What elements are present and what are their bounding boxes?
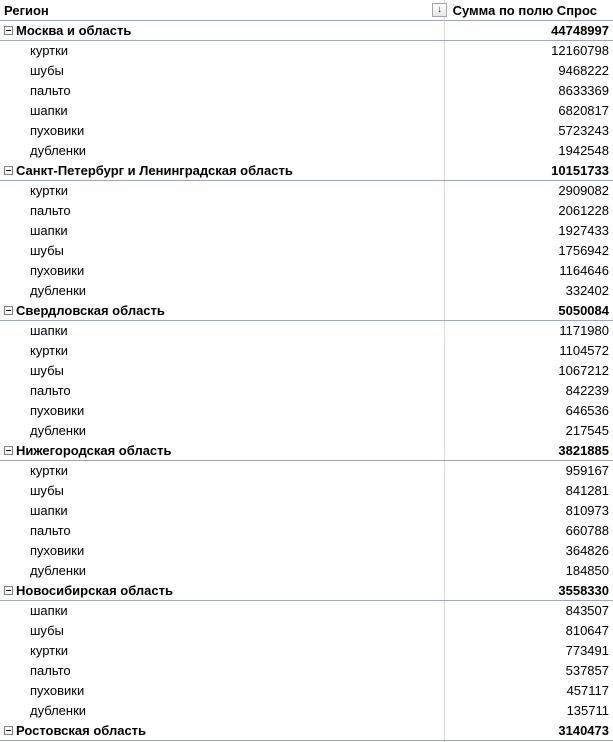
- product-name: пуховики: [30, 683, 85, 698]
- product-value: 841281: [565, 483, 609, 498]
- product-row[interactable]: [0, 321, 613, 341]
- collapse-icon[interactable]: [4, 166, 13, 175]
- region-total: 3821885: [558, 443, 609, 458]
- product-value: 842239: [565, 383, 609, 398]
- product-value: 184850: [565, 563, 609, 578]
- product-name: пальто: [30, 663, 71, 678]
- product-name: пуховики: [30, 403, 85, 418]
- product-row[interactable]: [0, 461, 613, 481]
- region-total: 44748997: [551, 23, 609, 38]
- product-name: шапки: [30, 323, 68, 338]
- region-name: Санкт-Петербург и Ленинградская область: [16, 163, 293, 178]
- product-name: шапки: [30, 103, 68, 118]
- product-value: 9468222: [558, 63, 609, 78]
- product-name: дубленки: [30, 143, 87, 158]
- product-value: 1164646: [559, 263, 609, 278]
- product-row[interactable]: [0, 381, 613, 401]
- product-name: шапки: [30, 603, 68, 618]
- product-row[interactable]: [0, 421, 613, 441]
- product-name: шапки: [30, 223, 68, 238]
- region-total: 5050084: [558, 303, 609, 318]
- collapse-icon[interactable]: [4, 726, 13, 735]
- region-row[interactable]: [0, 721, 613, 741]
- product-name: шубы: [30, 243, 64, 258]
- product-name: пальто: [30, 203, 71, 218]
- product-name: пуховики: [30, 263, 85, 278]
- product-row[interactable]: [0, 701, 613, 721]
- product-row[interactable]: [0, 621, 613, 641]
- product-value: 1171980: [559, 323, 609, 338]
- product-row[interactable]: [0, 281, 613, 301]
- product-name: дубленки: [30, 563, 87, 578]
- product-value: 12160798: [551, 43, 609, 58]
- product-value: 5723243: [558, 123, 609, 138]
- product-name: дубленки: [30, 423, 87, 438]
- product-row[interactable]: [0, 401, 613, 421]
- product-name: куртки: [30, 343, 69, 358]
- product-value: 364826: [565, 543, 609, 558]
- region-name: Нижегородская область: [16, 443, 172, 458]
- product-row[interactable]: [0, 141, 613, 161]
- product-value: 773491: [565, 643, 609, 658]
- product-value: 1067212: [558, 363, 609, 378]
- region-total: 3558330: [558, 583, 609, 598]
- product-row[interactable]: [0, 201, 613, 221]
- region-row[interactable]: [0, 21, 613, 41]
- product-value: 6820817: [558, 103, 609, 118]
- product-value: 2909082: [558, 183, 609, 198]
- product-name: шубы: [30, 363, 64, 378]
- product-value: 843507: [565, 603, 609, 618]
- product-value: 2061228: [558, 203, 609, 218]
- product-row[interactable]: [0, 241, 613, 261]
- product-row[interactable]: [0, 41, 613, 61]
- product-value: 135711: [566, 703, 609, 718]
- product-value: 332402: [565, 283, 609, 298]
- product-name: шубы: [30, 63, 64, 78]
- product-row[interactable]: [0, 561, 613, 581]
- product-name: дубленки: [30, 703, 87, 718]
- pivot-header-row: [0, 0, 613, 21]
- product-value: 457117: [566, 683, 609, 698]
- product-value: 959167: [565, 463, 609, 478]
- product-name: пальто: [30, 383, 71, 398]
- region-row[interactable]: [0, 161, 613, 181]
- region-column-header[interactable]: Регион: [4, 3, 49, 18]
- product-value: 1927433: [558, 223, 609, 238]
- region-name: Свердловская область: [16, 303, 165, 318]
- product-name: шубы: [30, 623, 64, 638]
- region-name: Ростовская область: [16, 723, 147, 738]
- product-row[interactable]: [0, 661, 613, 681]
- pivot-rows: [0, 21, 613, 741]
- product-value: 810647: [565, 623, 609, 638]
- product-name: пальто: [30, 523, 71, 538]
- region-total: 3140473: [558, 723, 609, 738]
- product-value: 660788: [565, 523, 609, 538]
- product-value: 1756942: [558, 243, 609, 258]
- product-row[interactable]: [0, 641, 613, 661]
- collapse-icon[interactable]: [4, 446, 13, 455]
- product-value: 8633369: [558, 83, 609, 98]
- region-total: 10151733: [551, 163, 609, 178]
- product-name: шубы: [30, 483, 64, 498]
- product-name: куртки: [30, 643, 69, 658]
- product-row[interactable]: [0, 361, 613, 381]
- product-row[interactable]: [0, 181, 613, 201]
- product-name: пуховики: [30, 543, 85, 558]
- product-name: шапки: [30, 503, 68, 518]
- product-row[interactable]: [0, 541, 613, 561]
- product-value: 1104572: [559, 343, 609, 358]
- product-row[interactable]: [0, 601, 613, 621]
- product-name: куртки: [30, 43, 69, 58]
- product-row[interactable]: [0, 221, 613, 241]
- product-row[interactable]: [0, 681, 613, 701]
- product-value: 537857: [565, 663, 609, 678]
- product-name: куртки: [30, 183, 69, 198]
- product-row[interactable]: [0, 501, 613, 521]
- product-row[interactable]: [0, 81, 613, 101]
- collapse-icon[interactable]: [4, 26, 13, 35]
- region-name: Москва и область: [16, 23, 132, 38]
- product-row[interactable]: [0, 61, 613, 81]
- region-name: Новосибирская область: [16, 583, 173, 598]
- region-row[interactable]: [0, 581, 613, 601]
- product-value: 217545: [565, 423, 609, 438]
- product-row[interactable]: [0, 261, 613, 281]
- product-value: 1942548: [558, 143, 609, 158]
- product-value: 810973: [565, 503, 609, 518]
- region-row[interactable]: [0, 301, 613, 321]
- product-name: дубленки: [30, 283, 87, 298]
- region-row[interactable]: [0, 441, 613, 461]
- product-row[interactable]: [0, 341, 613, 361]
- sort-descending-icon[interactable]: ↓: [432, 3, 447, 17]
- product-row[interactable]: [0, 521, 613, 541]
- product-row[interactable]: [0, 481, 613, 501]
- product-name: куртки: [30, 463, 69, 478]
- product-row[interactable]: [0, 101, 613, 121]
- product-name: пальто: [30, 83, 71, 98]
- value-column-header[interactable]: Сумма по полю Спрос: [452, 3, 597, 18]
- product-name: пуховики: [30, 123, 85, 138]
- collapse-icon[interactable]: [4, 306, 13, 315]
- product-row[interactable]: [0, 121, 613, 141]
- collapse-icon[interactable]: [4, 586, 13, 595]
- product-value: 646536: [565, 403, 609, 418]
